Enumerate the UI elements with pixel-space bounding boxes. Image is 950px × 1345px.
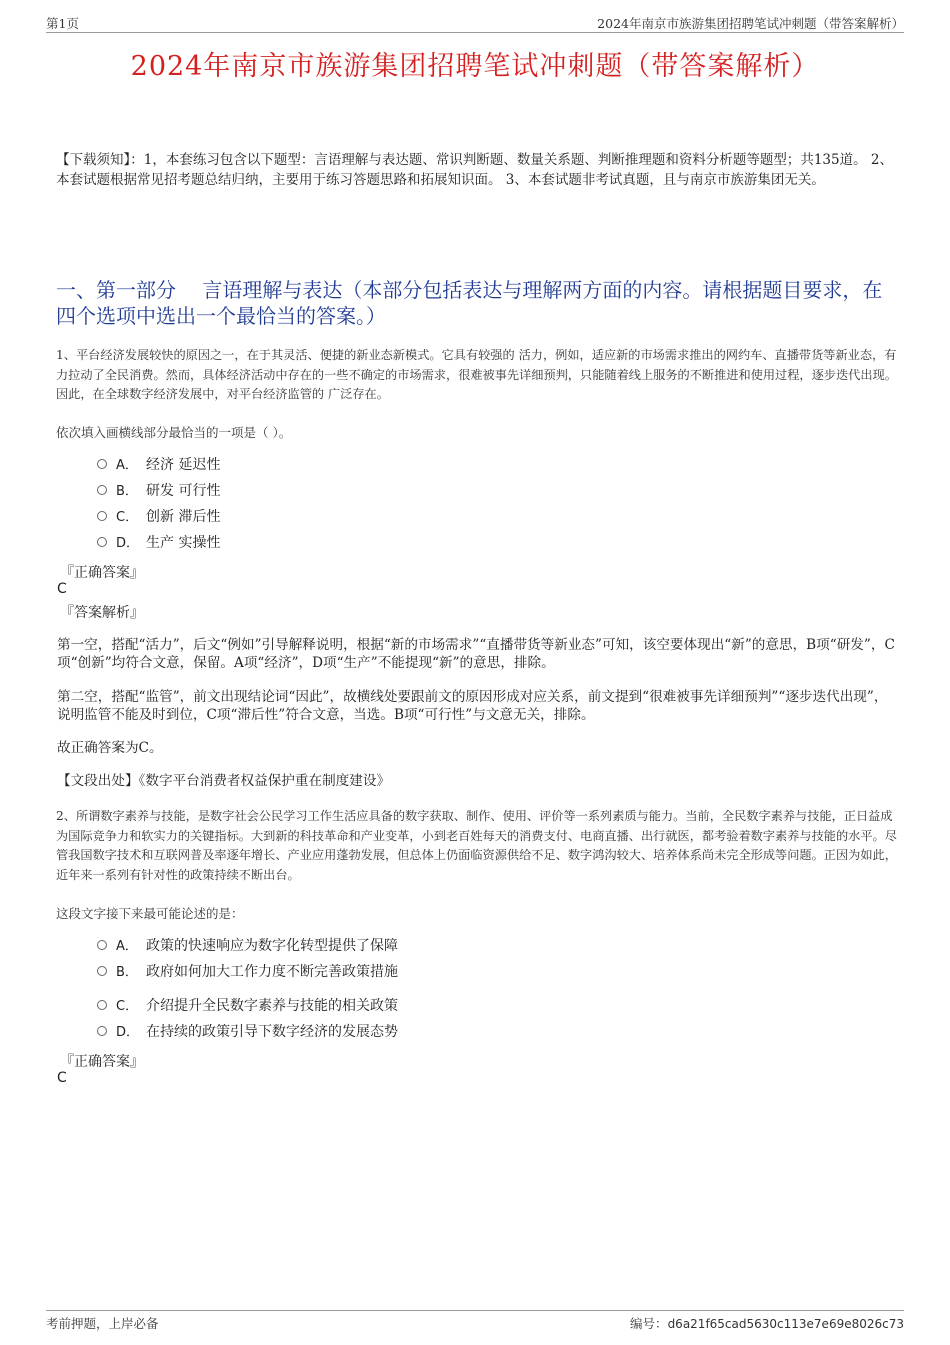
question-2-option-d[interactable]: D． 在持续的政策引导下数字经济的发展态势 — [97, 1022, 398, 1042]
radio-icon[interactable] — [97, 1000, 107, 1010]
radio-icon[interactable] — [97, 1026, 107, 1036]
radio-icon[interactable] — [97, 511, 107, 521]
header-doc-title: 2024年南京市族游集团招聘笔试冲刺题（带答案解析） — [597, 16, 904, 31]
question-1-stem: 1、平台经济发展较快的原因之一，在于其灵活、便捷的新业态新模式。它具有较强的 活力，例如，适应新的市场需求推出的网约车、直播带货等新业态，有力拉动了全民消费。然而，具体经济活动中存在的一些不确定的市场需求，很难被事先详细预判，只能随着线上服务的不断推进和使用过程，逐步迭代出现。因此，在全球数字经济发展中，对平台经济监管的 广泛存在。 — [56, 348, 897, 401]
question-2-answer: C — [57, 1070, 67, 1086]
page-number: 第1页 — [46, 16, 79, 31]
section-heading: 一、第一部分 言语理解与表达（本部分包括表达与理解两方面的内容。请根据题目要求，在四个选项中选出一个最恰当的答案。） — [56, 278, 883, 328]
radio-icon[interactable] — [97, 940, 107, 950]
question-1-analysis-p1: 第一空，搭配“活力”，后文“例如”引导解释说明，根据“新的市场需求”“直播带货等新业态”可知，该空要体现出“新”的意思，B项“研发”，C项“创新”均符合文意，保留。A项“经济”，D项“生产”不能提现“新”的意思，排除。 — [57, 637, 895, 671]
question-1-analysis-label: 『答案解析』 — [60, 605, 144, 621]
radio-icon[interactable] — [97, 966, 107, 976]
question-1-analysis-p2: 第二空，搭配“监管”，前文出现结论词“因此”，故横线处要跟前文的原因形成对应关系，前文提到“很难被事先详细预判”“逐步迭代出现”，说明监管不能及时到位，C项“滞后性”符合文意，当选。B项“可行性”与文意无关，排除。 — [57, 689, 888, 723]
question-1-prompt: 依次填入画横线部分最恰当的一项是（ ）。 — [56, 425, 292, 440]
question-1-conclusion: 故正确答案为C。 — [57, 740, 163, 756]
question-1-option-a[interactable]: A． 经济 延迟性 — [97, 455, 220, 475]
question-1-option-d[interactable]: D． 生产 实操性 — [97, 533, 220, 553]
question-2-option-c[interactable]: C． 介绍提升全民数字素养与技能的相关政策 — [97, 996, 398, 1016]
question-1-option-c[interactable]: C． 创新 滞后性 — [97, 507, 220, 527]
question-1-answer-label: 『正确答案』 — [60, 565, 144, 581]
document-title: 2024年南京市族游集团招聘笔试冲刺题（带答案解析） — [130, 51, 820, 82]
question-2-prompt: 这段文字接下来最可能论述的是： — [56, 906, 244, 921]
footer-code-value: d6a21f65cad5630c113e7e69e8026c73 — [667, 1317, 904, 1331]
question-2-stem: 2、所谓数字素养与技能，是数字社会公民学习工作生活应具备的数字获取、制作、使用、评价等一系列素质与能力。当前，全民数字素养与技能，正日益成为国际竞争力和软实力的关键指标。大到新的科技革命和产业变革，小到老百姓每天的消费支付、电商直播、出行就医，都考验着数字素养与技能的水平。尽管我国数字技术和互联网普及率逐年增长、产业应用蓬勃发展，但总体上仍面临资源供给不足、数字鸿沟较大、培养体系尚未完全形成等问题。正因为如此，近年来一系列有针对性的政策持续不断出台。 — [56, 809, 897, 882]
footer-slogan: 考前押题，上岸必备 — [46, 1316, 159, 1331]
radio-icon[interactable] — [97, 459, 107, 469]
radio-icon[interactable] — [97, 485, 107, 495]
footer-code — [630, 1314, 904, 1332]
page-header — [46, 14, 904, 33]
footer-code-label: 编号： — [630, 1316, 668, 1331]
question-1-option-b[interactable]: B． 研发 可行性 — [97, 481, 220, 501]
question-2-answer-label: 『正确答案』 — [60, 1054, 144, 1070]
download-notice: 【下载须知】：1，本套练习包含以下题型：言语理解与表达题、常识判断题、数量关系题、判断推理题和资料分析题等题型；共135道。 2、本套试题根据常见招考题总结归纳，主要用于练习答题思路和拓展知识面。 3、本套试题非考试真题，且与南京市族游集团无关。 — [56, 152, 893, 188]
question-1-answer: C — [57, 581, 67, 597]
question-2-option-b[interactable]: B． 政府如何加大工作力度不断完善政策措施 — [97, 962, 398, 982]
radio-icon[interactable] — [97, 537, 107, 547]
question-1-source: 【文段出处】《数字平台消费者权益保护重在制度建设》 — [57, 773, 391, 789]
page-footer — [46, 1310, 904, 1334]
question-2-option-a[interactable]: A． 政策的快速响应为数字化转型提供了保障 — [97, 936, 398, 956]
